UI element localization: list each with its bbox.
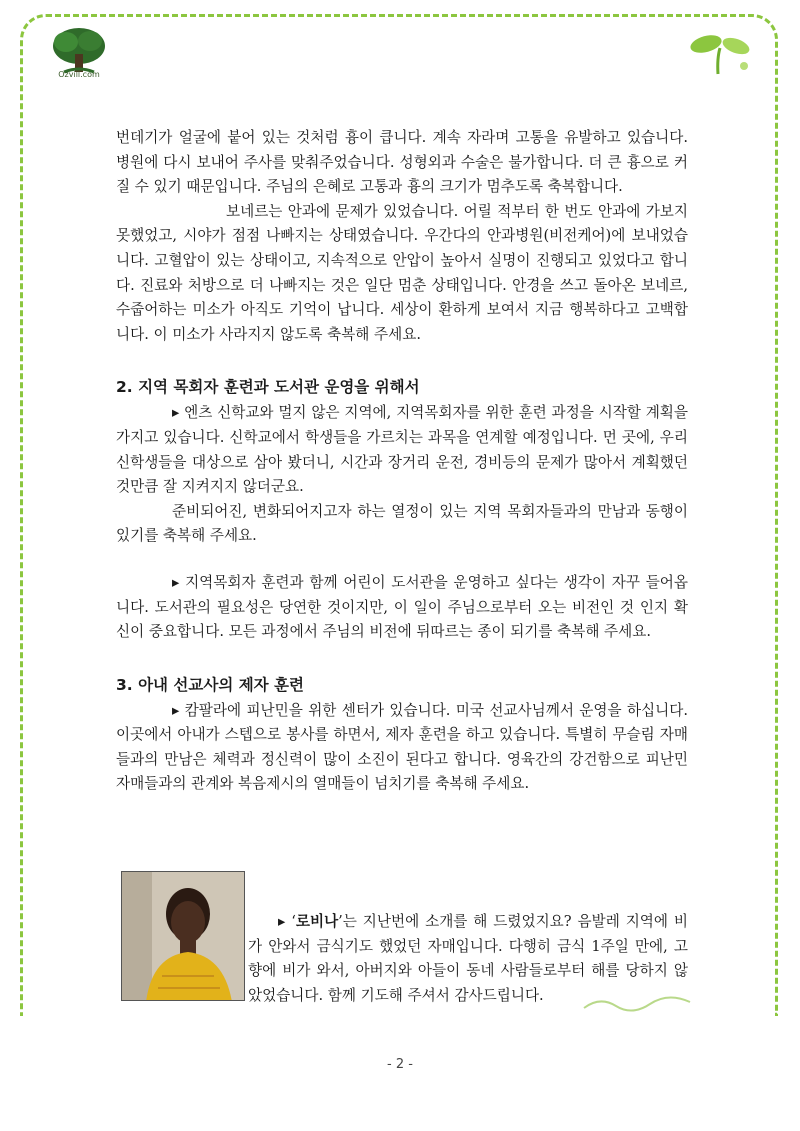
robina-name: 로비나 [295,913,339,930]
section-2-paragraph-2: 준비되어진, 변화되어지고자 하는 열정이 있는 지역 목회자들과의 만남과 동행이 있기를 축복해 주세요. [116,502,688,545]
robina-prefix: ▸ ‘ [278,913,296,930]
section-3-heading: 3. 아내 선교사의 제자 훈련 [116,675,304,694]
page-number: - 2 - [387,1057,413,1072]
decorative-handwriting-icon [580,990,700,1014]
section-3-paragraph-1: ▸ 캄팔라에 피난민을 위한 센터가 있습니다. 미국 선교사님께서 운영을 하십니다. 이곳에서 아내가 스텝으로 봉사를 하면서, 제자 훈련을 하고 있습니다. 특별히 무슬림 자매들과의 만남은 체력과 정신력이 많이 소진이 된다고 합니다. 영육간의 강건함으로 피난민 자매들과의 관계와 복음제시의 열매들이 넘치기를 축복해 주세요. [116,701,688,793]
robina-photo [121,871,245,1001]
section-2-paragraph-1: ▸ 엔츠 신학교와 멀지 않은 지역에, 지역목회자를 위한 훈련 과정을 시작할 계획을 가지고 있습니다. 신학교에서 학생들을 가르치는 과목을 연계할 예정입니다. 먼 곳에, 우리 신학생들을 대상으로 삼아 봤더니, 시간과 장거리 운전, 경비등의 문제가 많아서 계획했던 것만큼 잘 지켜지지 않더군요. [116,404,688,496]
paragraph-scar: 번데기가 얼굴에 붙어 있는 것처럼 흉이 큽니다. 계속 자라며 고통을 유발하고 있습니다. 병원에 다시 보내어 주사를 맞춰주었습니다. 성형외과 수술은 불가합니다. 더 큰 흉으로 커질 수 있기 때문입니다. 주님의 은혜로 고통과 흉의 크기가 멈추도록 축복합니다. [116,129,688,196]
sprout-icon [684,28,754,76]
section-2-heading: 2. 지역 목회자 훈련과 도서관 운영을 위해서 [116,378,420,397]
robina-text: ’는 지난번에 소개를 해 드렸었지요? 음발레 지역에 비가 안와서 금식기도 했었던 자매입니다. 다행히 금식 1주일 만에, 고향에 비가 와서, 아버지와 아들이 동네 사람들로부터 해를 당하지 않았었습니다. 함께 기도해 주셔서 감사드립니다. [248,913,688,1004]
paragraph-boner: 보네르는 안과에 문제가 있었습니다. 어릴 적부터 한 번도 안과에 가보지 못했었고, 시야가 점점 나빠지는 상태였습니다. 우간다의 안과병원(비전케어)에 보내었습니다. 고혈압이 있는 상태이고, 지속적으로 안압이 높아서 실명이 진행되고 있었다고 합니다. 진료와 처방으로 더 나빠지는 것은 일단 멈춘 상태입니다. 안경을 쓰고 돌아온 보네르, 수줍어하는 미소가 아직도 기억이 납니다. 세상이 환하게 보여서 지금 행복하다고 고백합니다. 이 미소가 사라지지 않도록 축복해 주세요. [116,202,688,343]
logo-text: Ozvill.com [58,70,100,79]
section-2-paragraph-3: ▸ 지역목회자 훈련과 함께 어린이 도서관을 운영하고 싶다는 생각이 자꾸 들어옵니다. 도서관의 필요성은 당연한 것이지만, 이 일이 주님으로부터 오는 비전인 것 인지 확신이 중요합니다. 모든 과정에서 주님의 비전에 뒤따르는 종이 되기를 축복해 주세요. [116,573,688,641]
main-content [116,126,688,797]
